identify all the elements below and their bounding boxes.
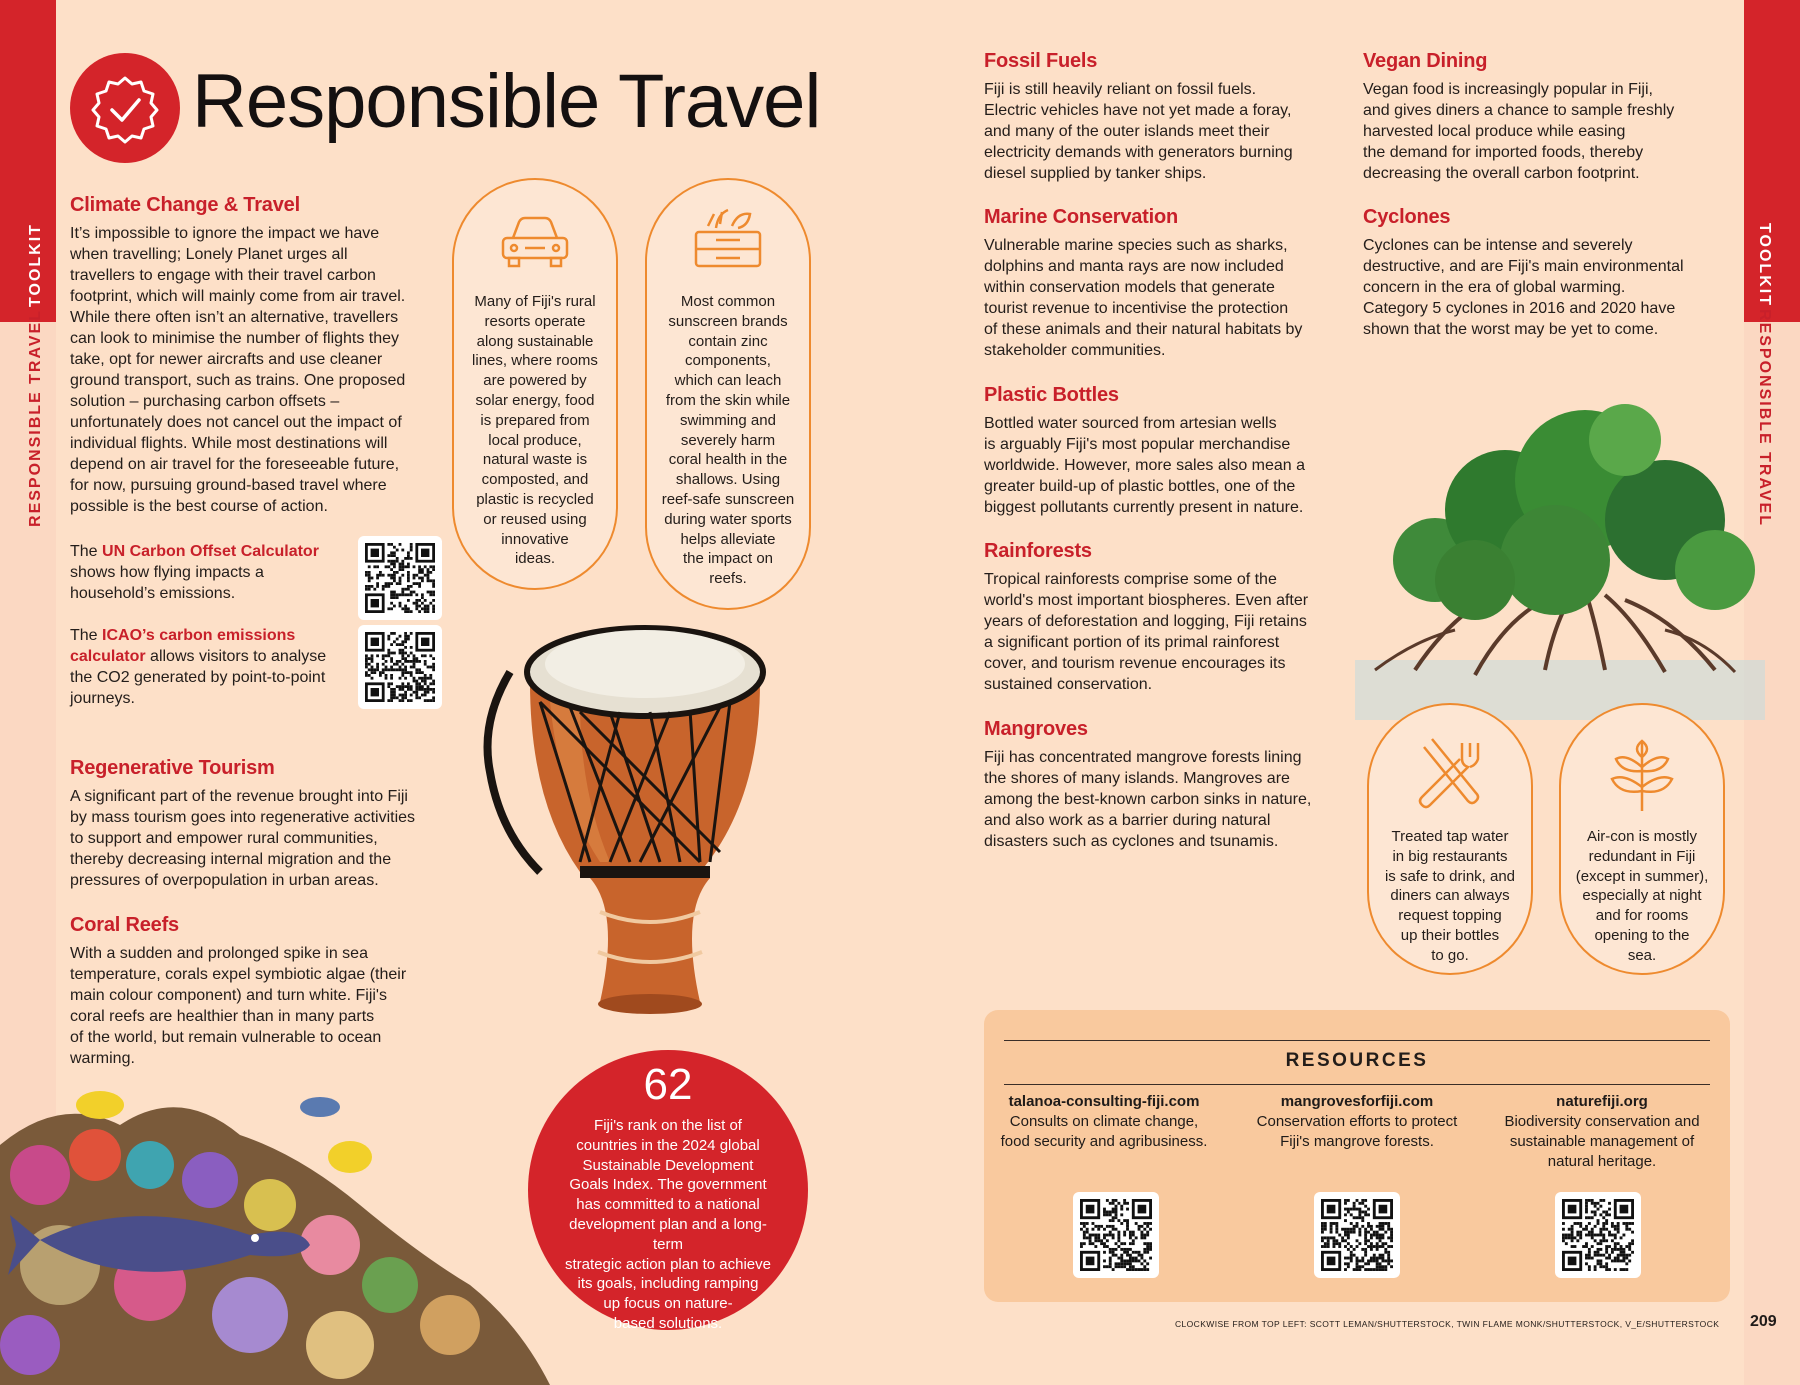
- fork-knife-icon: [1410, 735, 1490, 815]
- rainforests-section: Rainforests Tropical rainforests comprise some of the world's most important biospheres. Even after years of deforestation and logging, Fiji retains a significant portion of its primal rainforest cover, and tourism revenue encourages its sustained conservation.: [984, 540, 1344, 695]
- un-calculator-link[interactable]: UN Carbon Offset Calculator: [102, 543, 319, 560]
- page-title: Responsible Travel: [192, 59, 821, 144]
- page-number: 209: [1750, 1313, 1777, 1330]
- climate-line: footprint, which will mainly come from air travel.: [70, 288, 406, 305]
- info-pill-resorts: Many of Fiji's rural resorts operate along sustainable lines, where rooms are powered by solar energy, food is prepared from local produce, natural waste is composted, and plastic is recycled or reused using innovative ideas.: [452, 178, 618, 590]
- right-section-tab: [1744, 0, 1800, 322]
- icao-calculator-link-2[interactable]: calculator: [70, 648, 146, 665]
- left-section-label: TOOLKIT: [27, 223, 44, 307]
- resource-link[interactable]: mangrovesforfiji.com: [1280, 1093, 1434, 1110]
- qr-code[interactable]: [1073, 1192, 1159, 1278]
- climate-line: take, opt for newer aircrafts and use cleaner: [70, 351, 383, 368]
- resources-title: RESOURCES: [1004, 1040, 1710, 1085]
- climate-line: solution – purchasing carbon offsets –: [70, 393, 340, 410]
- regenerative-heading: Regenerative Tourism: [70, 757, 275, 779]
- regenerative-section: Regenerative Tourism A significant part of the revenue brought into Fiji by mass tourism goes into regenerative activities to support and empower rural communities, thereby decreasing internal migration and the pressures of overpopulation in urban areas.: [70, 757, 450, 891]
- info-pill-tap-water: Treated tap water in big restaurants is safe to drink, and diners can always request topping up their bottles to go.: [1367, 703, 1533, 975]
- qr-code-icon: [1321, 1199, 1393, 1271]
- cyclones-section: Cyclones Cyclones can be intense and severely destructive, and are Fiji's main environmental concern in the era of global warming. Category 5 cyclones in 2016 and 2020 have shown that the worst may be yet to come.: [1363, 206, 1723, 340]
- stat-text: Fiji's rank on the list of countries in the 2024 global Sustainable Development Goals Index. The government has committed to a national development plan and a long-term strategic action plan to achieve its goals, including ramping up focus on nature- based solutions.: [565, 1117, 771, 1332]
- resource-item: talanoa-consulting-fiji.com Consults on climate change, food security and agribusiness.: [984, 1092, 1224, 1152]
- resource-link[interactable]: talanoa-consulting-fiji.com: [1008, 1093, 1200, 1110]
- climate-line: for now, pursuing ground-based travel where: [70, 477, 387, 494]
- left-section-tab: [0, 0, 56, 322]
- resource-item: naturefiji.org Biodiversity conservation and sustainable management of natural heritage.: [1477, 1092, 1727, 1172]
- climate-line: travellers to engage with their travel carbon: [70, 267, 376, 284]
- qr-code[interactable]: [1314, 1192, 1400, 1278]
- cyclones-heading: Cyclones: [1363, 206, 1451, 228]
- climate-line: unfortunately does not cancel out the impact of: [70, 414, 402, 431]
- resource-item: mangrovesforfiji.com Conservation efforts to protect Fiji's mangrove forests.: [1237, 1092, 1477, 1152]
- resources-panel: [984, 1010, 1730, 1302]
- leaf-icon: [1602, 733, 1682, 813]
- photo-credits: CLOCKWISE FROM TOP LEFT: SCOTT LEMAN/SHUTTERSTOCK, TWIN FLAME MONK/SHUTTERSTOCK, V_E/SHUTTERSTOCK: [1175, 1319, 1720, 1329]
- un-calculator-blurb: The UN Carbon Offset Calculator shows how flying impacts a household’s emissions.: [70, 543, 319, 602]
- qr-code-icon: [1562, 1199, 1634, 1271]
- right-chapter-label: RESPONSIBLE TRAVEL: [1756, 309, 1773, 527]
- mangroves-section: Mangroves Fiji has concentrated mangrove forests lining the shores of many islands. Mangroves are among the best-known carbon sinks in nature, and also work as a barrier during natural disasters such as cyclones and tsunamis.: [984, 718, 1344, 852]
- left-chapter-label: RESPONSIBLE TRAVEL: [27, 309, 44, 527]
- stat-circle: [528, 1050, 808, 1330]
- vegan-dining-section: Vegan Dining Vegan food is increasingly popular in Fiji, and gives diners a chance to sample freshly harvested local produce while easing the demand for imported foods, thereby decreasing the overall carbon footprint.: [1363, 50, 1723, 184]
- title-badge: [70, 53, 180, 163]
- climate-line: when travelling; Lonely Planet urges all: [70, 246, 348, 263]
- coral-section: Coral Reefs With a sudden and prolonged spike in sea temperature, corals expel symbiotic algae (their main colour component) and turn white. Fiji's coral reefs are healthier than in many parts of the world, but remain vulnerable to ocean warming.: [70, 914, 450, 1069]
- resource-link[interactable]: naturefiji.org: [1556, 1093, 1648, 1110]
- djembe-drum-illustration: [470, 612, 820, 1042]
- qr-code[interactable]: [358, 625, 442, 709]
- right-section-label: TOOLKIT: [1756, 223, 1773, 307]
- info-pill-air-con: Air-con is mostly redundant in Fiji (except in summer), especially at night and for rooms opening to the sea.: [1559, 703, 1725, 975]
- climate-line: individual flights. While most destinations will: [70, 435, 388, 452]
- qr-code[interactable]: [1555, 1192, 1641, 1278]
- coral-heading: Coral Reefs: [70, 914, 179, 936]
- mangrove-tree-illustration: [1355, 390, 1765, 730]
- qr-code-icon: [1080, 1199, 1152, 1271]
- climate-line: While there often isn’t an alternative, travellers: [70, 309, 399, 326]
- climate-body: [70, 223, 440, 517]
- climate-line: can look to minimise the number of flights they: [70, 330, 400, 347]
- climate-line: possible is the best course of action.: [70, 498, 328, 515]
- fossil-fuels-heading: Fossil Fuels: [984, 50, 1098, 72]
- rainforests-heading: Rainforests: [984, 540, 1092, 562]
- climate-line: ground transport, such as trains. One proposed: [70, 372, 406, 389]
- info-pill-sunscreen: Most common sunscreen brands contain zinc components, which can leach from the skin while swimming and severely harm coral health in the shallows. Using reef-safe sunscreen during water sports helps alleviate the impact on reefs.: [645, 178, 811, 610]
- qr-code-icon: [365, 543, 435, 613]
- climate-section: [70, 194, 440, 517]
- climate-line: It’s impossible to ignore the impact we have: [70, 225, 380, 242]
- stat-number: 62: [643, 1060, 693, 1109]
- verified-badge-icon: [70, 53, 180, 163]
- climate-heading: Climate Change & Travel: [70, 194, 300, 216]
- mangroves-heading: Mangroves: [984, 718, 1088, 740]
- qr-code[interactable]: [358, 536, 442, 620]
- fossil-fuels-section: Fossil Fuels Fiji is still heavily reliant on fossil fuels. Electric vehicles have not yet made a foray, and many of the outer islands meet their electricity demands with generators burning diesel supplied by tanker ships.: [984, 50, 1344, 184]
- car-icon: [495, 208, 575, 278]
- plastic-bottles-heading: Plastic Bottles: [984, 384, 1119, 406]
- marine-conservation-heading: Marine Conservation: [984, 206, 1179, 228]
- icao-calculator-blurb: The ICAO’s carbon emissions calculator allows visitors to analyse the CO2 generated by point-to-point journeys.: [70, 627, 327, 707]
- qr-code-icon: [365, 632, 435, 702]
- climate-line: depend on air travel for the foreseeable future,: [70, 456, 400, 473]
- marine-conservation-section: Marine Conservation Vulnerable marine species such as sharks, dolphins and manta rays are now included within conservation models that generate tourist revenue to incentivise the protection of these animals and their natural habitats by stakeholder communities.: [984, 206, 1344, 361]
- vegan-dining-heading: Vegan Dining: [1363, 50, 1488, 72]
- icao-calculator-link[interactable]: ICAO’s carbon emissions: [102, 627, 296, 644]
- coral-reef-illustration: [0, 1085, 550, 1385]
- plastic-bottles-section: Plastic Bottles Bottled water sourced from artesian wells is arguably Fiji's most popular merchandise worldwide. However, more sales also mean a greater build-up of plastic bottles, one of the biggest pollutants currently present in nature.: [984, 384, 1344, 518]
- produce-crate-icon: [688, 204, 768, 274]
